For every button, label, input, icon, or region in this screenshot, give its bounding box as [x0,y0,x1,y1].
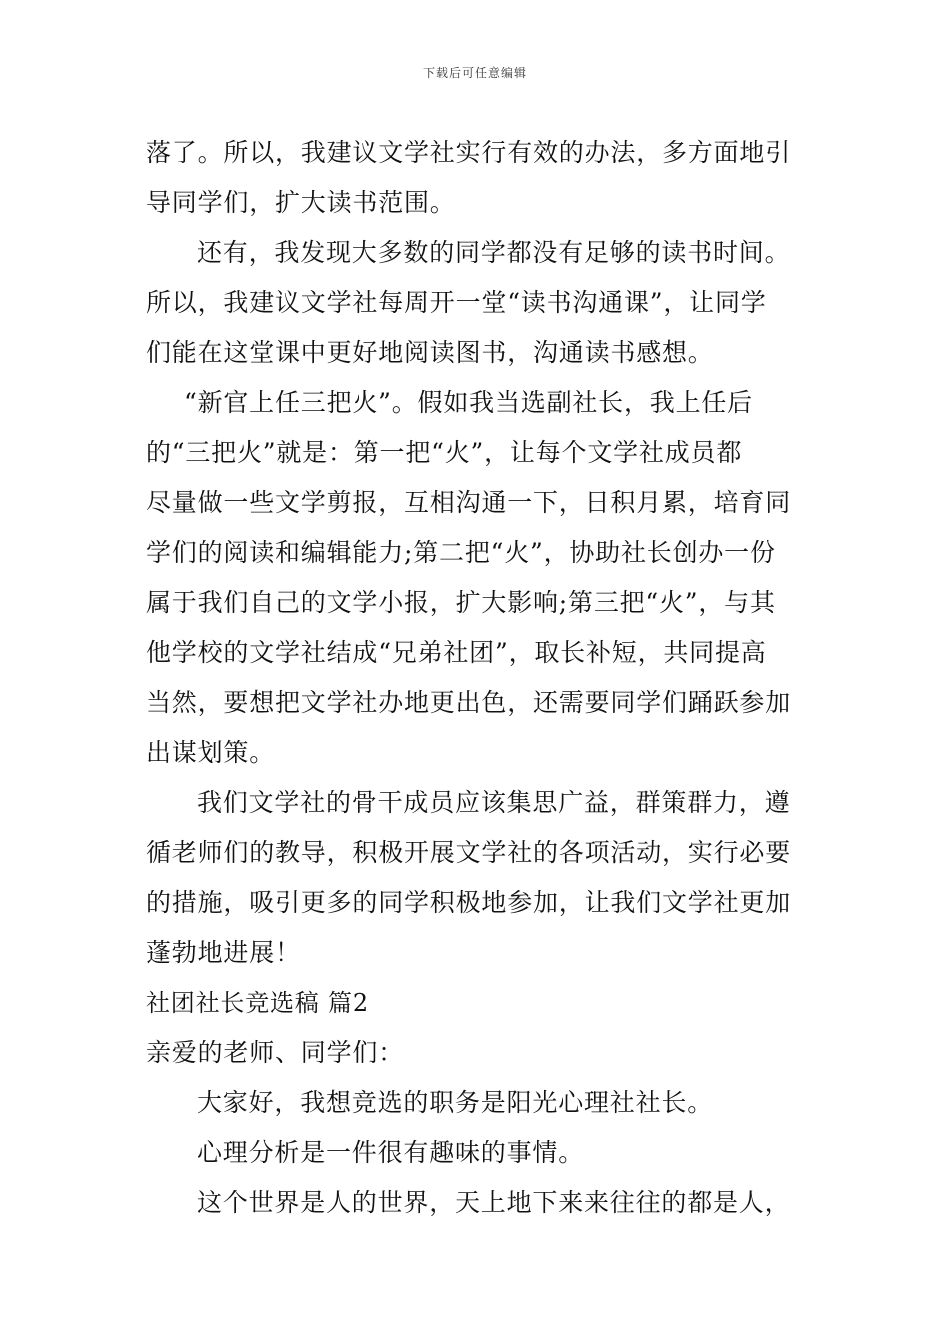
page-header: 下载后可任意编辑 [422,66,527,80]
document-body [146,128,810,1228]
text-line: 落了。所以，我建议文学社实行有效的办法，多方面地引 [146,138,792,167]
text-line: 所以，我建议文学社每周开一堂“读书沟通课”，让同学 [146,288,767,317]
text-line: 当然，要想把文学社办地更出色，还需要同学们踊跃参加 [146,688,792,717]
text-line: “新官上任三把火”。假如我当选副社长，我上任后 [184,388,753,417]
text-line: 导同学们，扩大读书范围。 [146,188,456,217]
text-line: 的措施，吸引更多的同学积极地参加，让我们文学社更加 [146,888,792,917]
text-line: 大家好，我想竞选的职务是阳光心理社社长。 [197,1088,714,1117]
text-line: 学们的阅读和编辑能力;第二把“火”，协助社长创办一份 [146,538,776,567]
salutation: 亲爱的老师、同学们： [146,1038,405,1067]
text-line: 心理分析是一件很有趣味的事情。 [197,1138,585,1167]
text-line: 还有，我发现大多数的同学都没有足够的读书时间。 [197,238,791,267]
text-line: 属于我们自己的文学小报，扩大影响;第三把“火”，与其 [146,588,776,617]
text-line: 这个世界是人的世界，天上地下来来往往的都是人， [197,1188,791,1217]
section-heading: 社团社长竞选稿 篇2 [146,989,369,1017]
text-line: 循老师们的教导，积极开展文学社的各项活动，实行必要 [146,838,792,867]
text-line: 的“三把火”就是：第一把“火”，让每个文学社成员都 [146,438,743,467]
text-line: 我们文学社的骨干成员应该集思广益，群策群力，遵 [197,788,791,817]
text-line: 们能在这堂课中更好地阅读图书，沟通读书感想。 [146,338,714,367]
text-line: 蓬勃地进展！ [146,938,301,967]
text-line: 他学校的文学社结成“兄弟社团”，取长补短，共同提高 [146,638,767,667]
text-line: 出谋划策。 [146,738,276,767]
text-line: 尽量做一些文学剪报，互相沟通一下，日积月累，培育同 [146,488,792,517]
